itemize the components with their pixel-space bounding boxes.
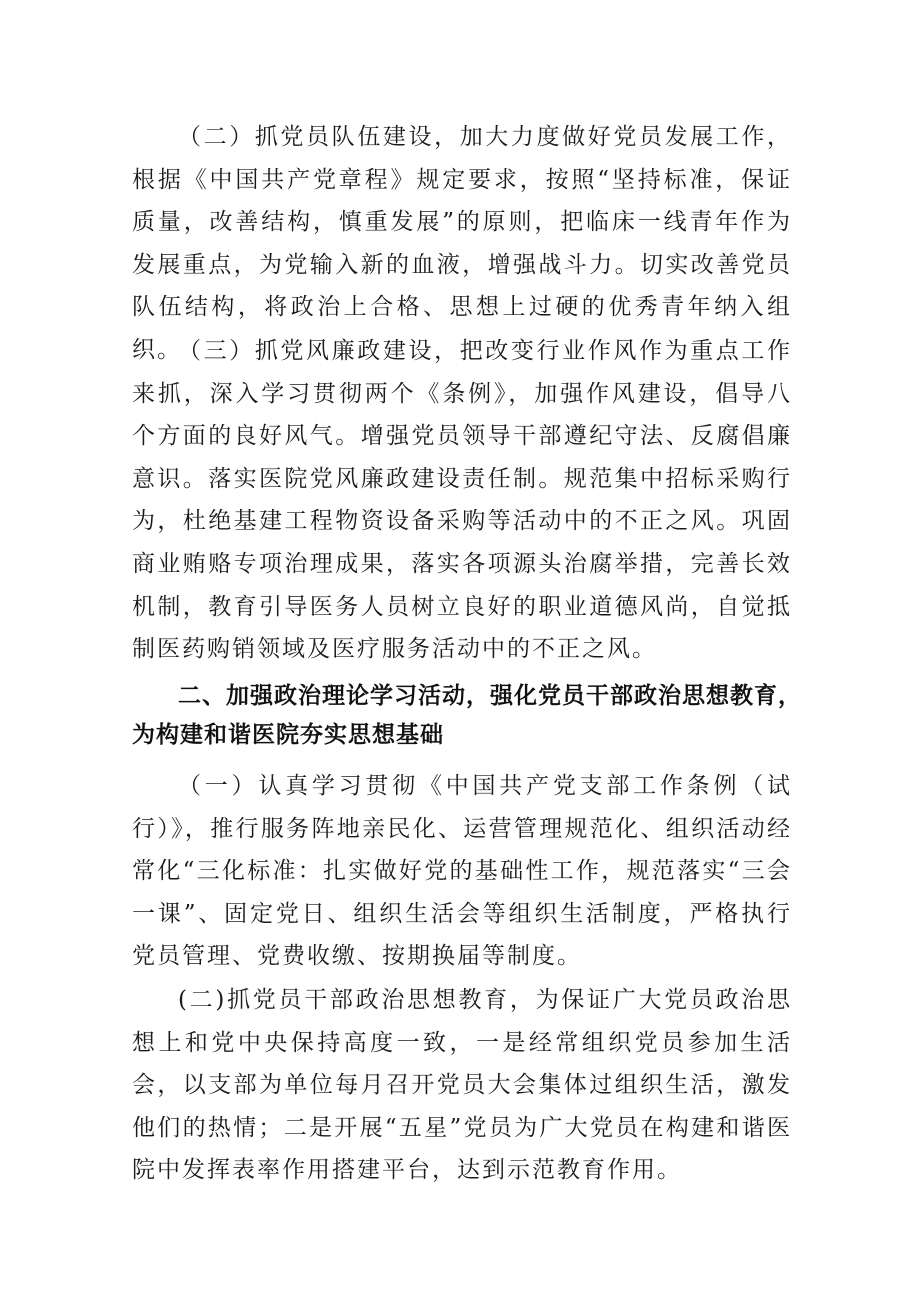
paragraph-political-ideological-education: (二)抓党员干部政治思想教育，为保证广大党员政治思想上和党中央保持高度一致，一是经常组织党员参加生活会，以支部为单位每月召开党员大会集体过组织生活，激发他们的热情；二是开展“五星”党员为广大党员在构建和谐医院中发挥表率作用搭建平台，达到示范教育作用。 — [132, 987, 792, 1184]
section-heading-political-study: 二、加强政治理论学习活动，强化党员干部政治思想教育，为构建和谐医院夯实思想基础 — [132, 683, 802, 748]
paragraph-party-member-team-building: （二）抓党员队伍建设，加大力度做好党员发展工作，根据《中国共产党章程》规定要求，按照“坚持标准，保证质量，改善结构，慎重发展”的原则，把临床一线青年作为发展重点，为党输入新的血液，增强战斗力。切实改善党员队伍结构，将政治上合格、思想上过硬的优秀青年纳入组织。 — [132, 124, 792, 363]
paragraph-party-conduct-integrity: （三）抓党风廉政建设，把改变行业作风作为重点工作来抓，深入学习贯彻两个《条例》，加强作风建设，倡导八个方面的良好风气。增强党员领导干部遵纪守法、反腐倡廉意识。落实医院党风廉政建设责任制。规范集中招标采购行为，杜绝基建工程物资设备采购等活动中的不正之风。巩固商业贿赂专项治理成果，落实各项源头治腐举措，完善长效机制，教育引导医务人员树立良好的职业道德风尚，自觉抵制医药购销领域及医疗服务活动中的不正之风。 — [132, 338, 792, 663]
paragraph-branch-work-regulations: （一）认真学习贯彻《中国共产党支部工作条例（试行）》，推行服务阵地亲民化、运营管理规范化、组织活动经常化“三化标准：扎实做好党的基础性工作，规范落实“三会一课”、固定党日、组织生活会等组织生活制度，严格执行党员管理、党费收缴、按期换届等制度。 — [132, 773, 792, 970]
